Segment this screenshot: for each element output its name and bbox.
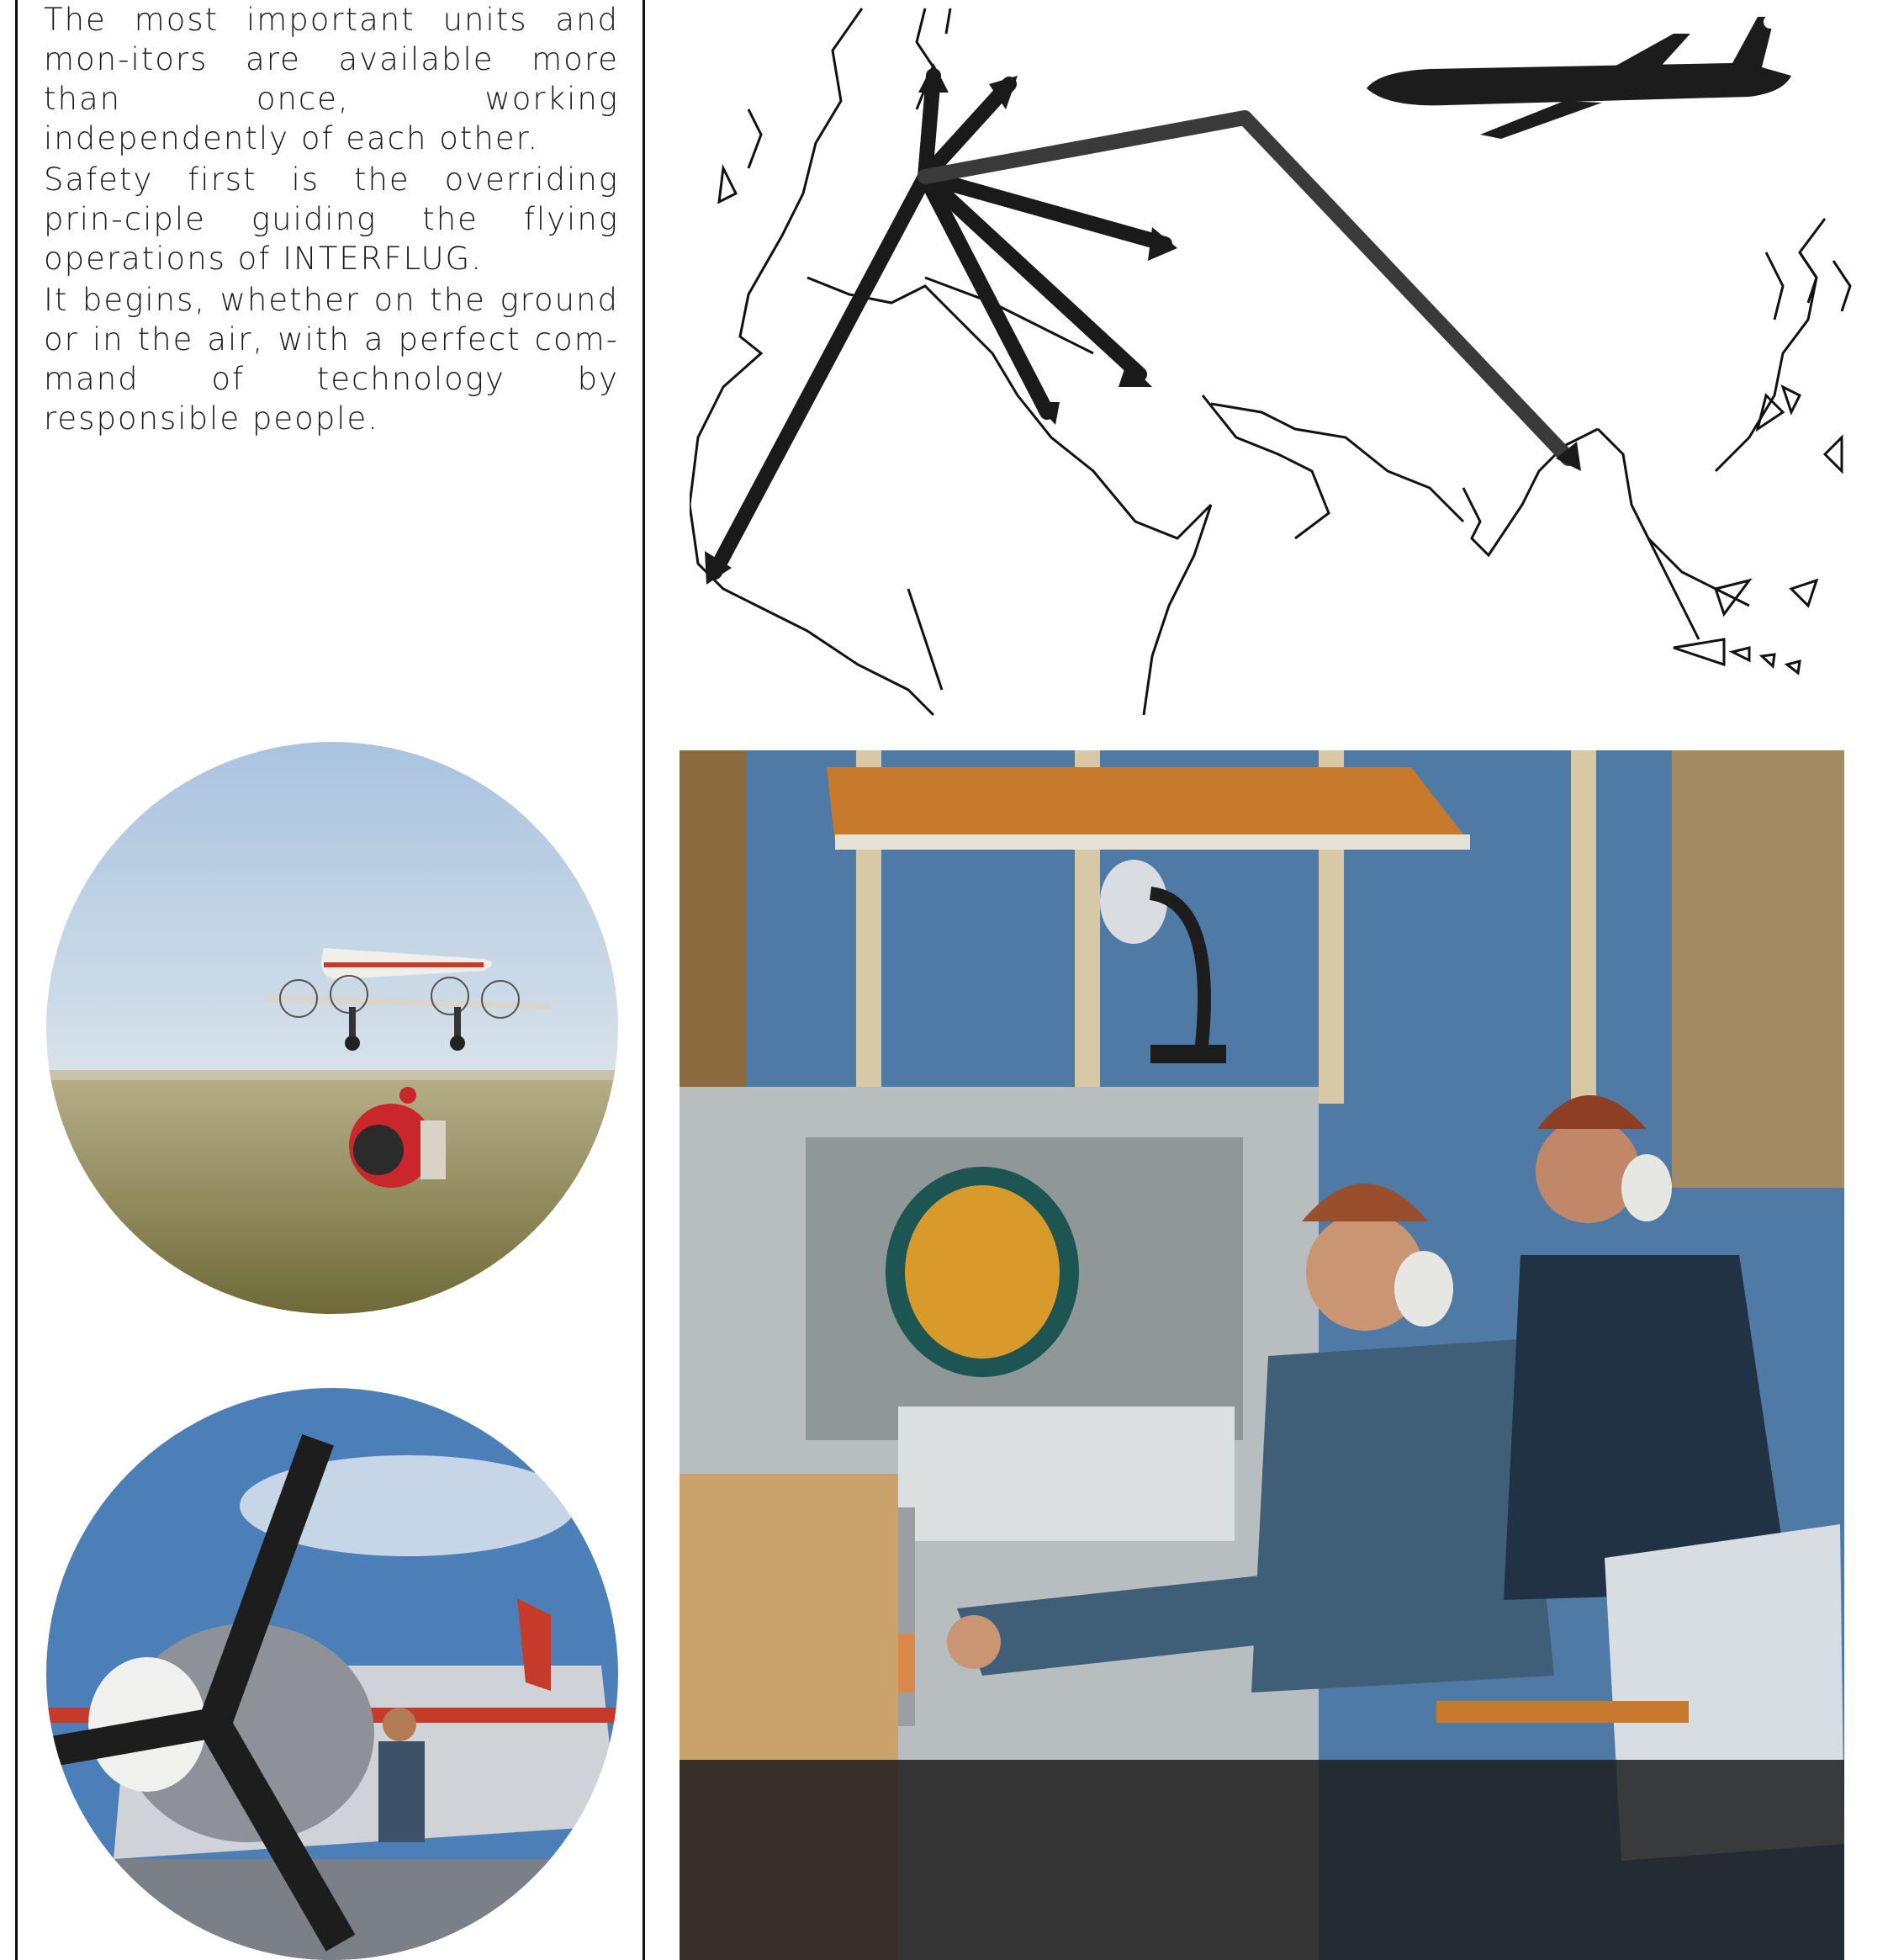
body-text-column [44, 0, 619, 440]
airliner-takeoff-photo [46, 742, 618, 1314]
propeller-scene [46, 1388, 618, 1960]
propeller-engine-maintenance-photo [46, 1388, 618, 1960]
paragraph-safety: Safety first is the overriding prin-ciple guiding the flying operations of INTERFLUG. [44, 162, 619, 277]
paragraph-redundancy: The most important units and mon-itors are available more than once, working independently of each other. [44, 2, 619, 156]
left-border-rule [15, 0, 18, 1960]
takeoff-scene [46, 742, 618, 1314]
column-divider-rule [643, 0, 645, 1960]
paragraph-technology: It begins, whether on the ground or in the air, with a perfect com-mand of technology by responsible people. [44, 282, 619, 437]
route-map-icon [690, 0, 1888, 723]
control-room-scene [680, 750, 1844, 1960]
jet-airliner-icon [1367, 15, 1791, 139]
coastline-outline [690, 8, 1850, 715]
air-traffic-control-room-photo [680, 750, 1844, 1960]
overhead-light-fixture [827, 767, 1470, 850]
